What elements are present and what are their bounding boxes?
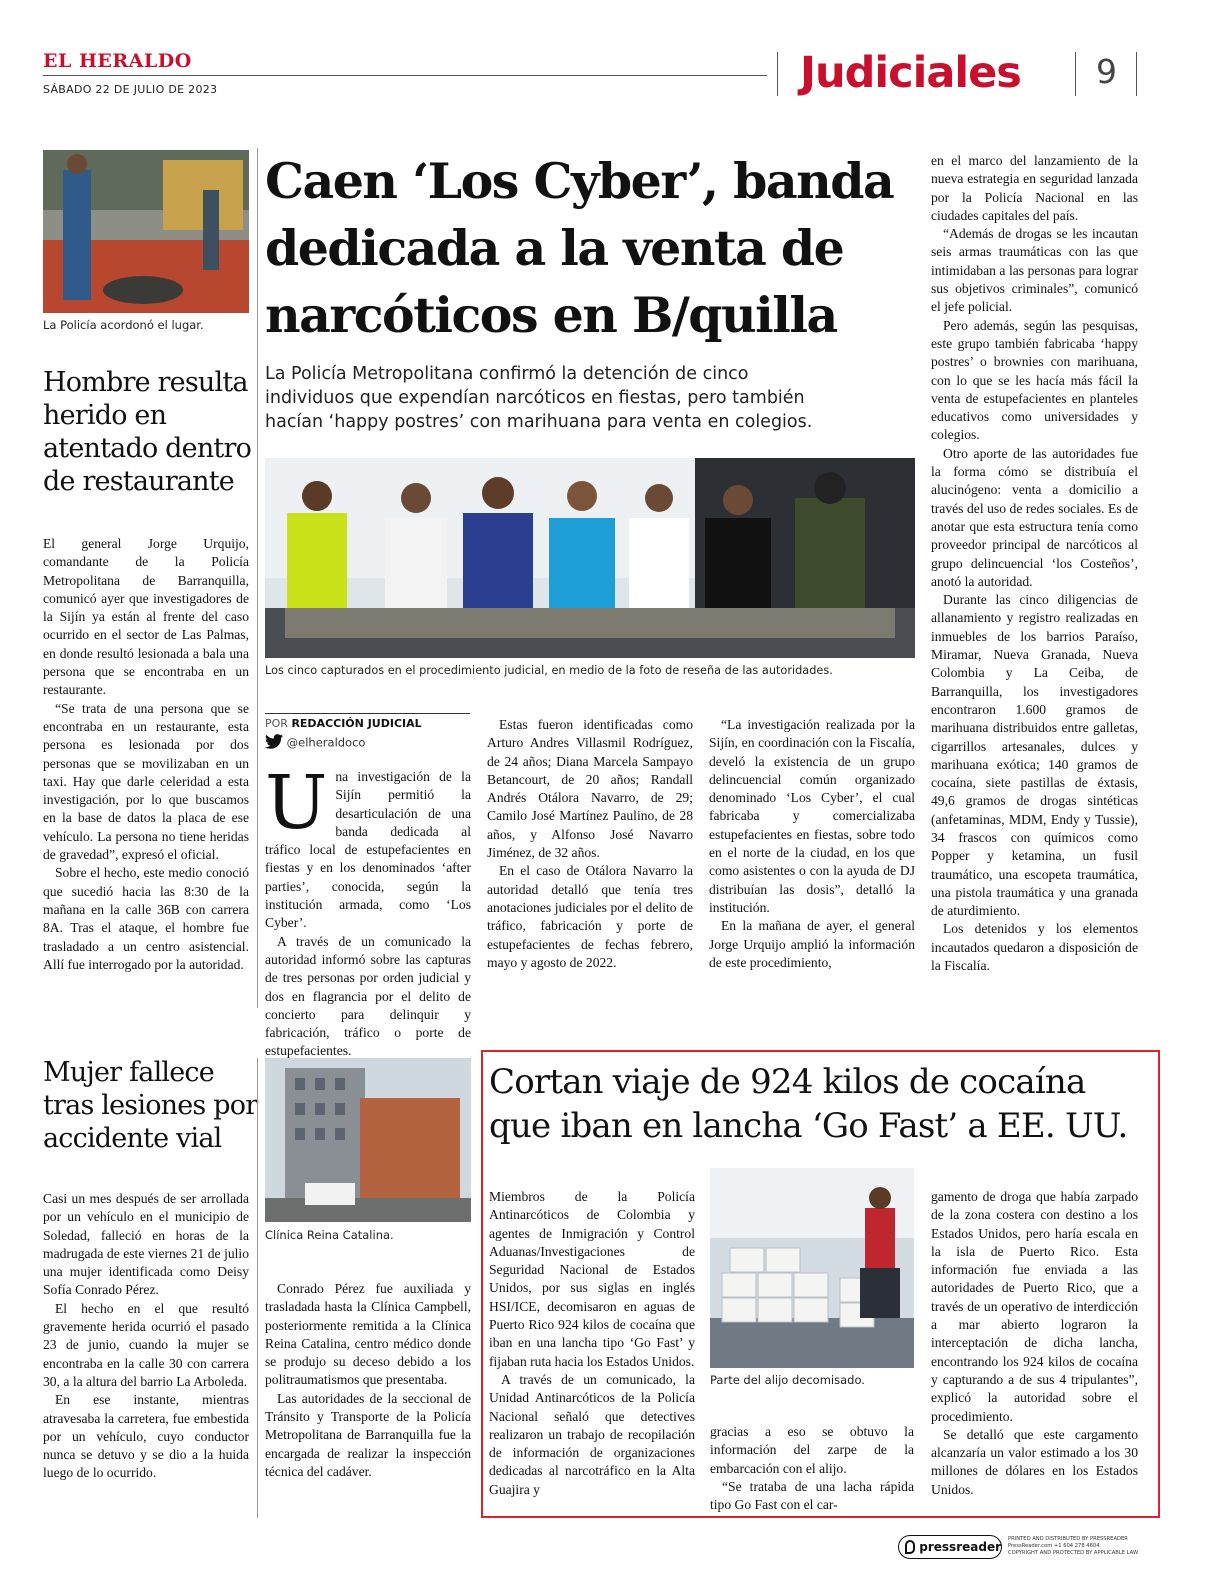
main-photo-caption: Los cinco capturados en el procedimiento judicial, en medio de la foto de reseña de las autoridades. bbox=[265, 664, 833, 677]
dropcap-letter: U bbox=[265, 760, 328, 846]
brief1-paragraph: El general Jorge Urquijo, comandante de la Policía Metropolitana de Barranquilla, comunicó ayer que investigadores de la Sijín ya están al frente del caso ocurrido en el sector de Las Palmas, en donde resultó lesionada a bala una persona que se encontraba en un restaurante. bbox=[43, 536, 249, 698]
brief2-headline-line: tras lesiones por bbox=[43, 1090, 258, 1121]
fine-print-line: PRINTED AND DISTRIBUTED BY PRESSREADER bbox=[1008, 1536, 1128, 1542]
boxed-col3-paragraph: Se detalló que este cargamento alcanzaría un valor estimado a los 30 millones de dólares en los Estados Unidos. bbox=[931, 1426, 1138, 1497]
brief1-headline-line: de restaurante bbox=[43, 466, 234, 497]
brief1-headline bbox=[43, 366, 258, 498]
twitter-byline[interactable] bbox=[265, 734, 365, 752]
main-col4-paragraph: Durante las cinco diligencias de allanamiento y registro realizadas en inmuebles de los barrios Paraíso, Miramar, Nueva Granada, Nueva Colombia y La Ceiba, de Barranquilla, los investigadores encontraron 1.600 gramos de marihuana distribuidos entre galletas, cigarrillos artesanales, dulces y marihuana exótica; 140 gramos de cocaína, siete pastillas de éxtasis, 49,6 gramos de drogas sintéticas (anfetaminas, MDM, Endy y Tussie), 34 frascos con químicos como Popper y ketamina, un fusil traumático, una escopeta traumática, una pistola traumática y una granada de aturdimiento. bbox=[931, 592, 1138, 919]
main-col4-paragraph: en el marco del lanzamiento de la nueva estrategia en seguridad lanzada por la Policía Nacional en las ciudades capitales del país. bbox=[931, 153, 1138, 223]
boxed-headline-line: Cortan viaje de 924 kilos de cocaína bbox=[489, 1062, 1086, 1102]
main-col2-paragraph: Estas fueron identificadas como Arturo Andres Villasmil Rodríguez, de 24 años; Diana Marcela Sampayo Betancourt, de 20 años; Randall Andrés Otálora Navarro, de 29; Camilo José Martínez Paulino, de 28 años, y Alfonso José Navarro Jiménez, de 32 años. bbox=[487, 717, 693, 861]
pressreader-badge[interactable] bbox=[898, 1535, 1002, 1559]
boxed-headline bbox=[489, 1060, 1154, 1148]
twitter-icon bbox=[265, 734, 283, 752]
boxed-col1-paragraph: Miembros de la Policía Antinarcóticos de Colombia y agentes de Inmigración y Control Aduanas/Investigaciones de Seguridad Nacional de Estados Unidos, por sus siglas en inglés HSI/ICE, decomisaron en aguas de Puerto Rico 924 kilos de cocaína que iban en una lancha tipo ‘Go Fast’ y fijaban ruta hacia los Estados Unidos. bbox=[489, 1189, 695, 1369]
clinic-building-illustration bbox=[265, 1058, 471, 1222]
brief1-photo-caption: La Policía acordonó el lugar. bbox=[43, 318, 204, 332]
main-col4-paragraph: “Además de drogas se les incautan seis armas traumáticas con las que intimidaban a las personas para lograr sus objetivos criminales”, comunicó el jefe policial. bbox=[931, 226, 1138, 315]
issue-date: SÁBADO 22 DE JULIO DE 2023 bbox=[43, 83, 218, 96]
paper-name: EL HERALDO bbox=[43, 50, 192, 72]
main-col-2 bbox=[487, 716, 693, 972]
brief2-col-1 bbox=[43, 1190, 249, 1483]
seized-cargo-illustration bbox=[710, 1168, 914, 1368]
main-deck-line: individuos que expendían narcóticos en fiestas, pero también bbox=[265, 388, 805, 408]
boxed-col-1 bbox=[489, 1188, 695, 1499]
suspects-lineup-illustration bbox=[265, 458, 915, 658]
section-title: Judiciales bbox=[800, 48, 1021, 98]
main-deck-line: hacían ‘happy postres’ con marihuana para venta en colegios. bbox=[265, 412, 813, 432]
brief2-headline bbox=[43, 1056, 258, 1155]
brief2-photo-caption: Clínica Reina Catalina. bbox=[265, 1228, 394, 1242]
boxed-col-2 bbox=[710, 1423, 914, 1514]
byline-rule bbox=[265, 713, 470, 714]
pressreader-logo-icon bbox=[905, 1540, 915, 1554]
masthead-divider bbox=[777, 52, 778, 96]
captured-suspects-photo bbox=[265, 458, 915, 658]
brief1-headline-line: Hombre resulta bbox=[43, 367, 248, 398]
brief2-col2-paragraph: Conrado Pérez fue auxiliada y trasladada hasta la Clínica Campbell, posteriormente remitida a la Clínica Reina Catalina, centro médico donde se produjo su deceso debido a los politraumatismos que presentaba. bbox=[265, 1281, 471, 1388]
masthead-rule bbox=[43, 75, 767, 76]
restaurant-scene-illustration bbox=[43, 150, 249, 313]
page-number: 9 bbox=[1096, 52, 1117, 91]
boxed-col2-paragraph: “Se trataba de una lacha rápida tipo Go Fast con el car- bbox=[710, 1478, 914, 1513]
main-col4-paragraph: Pero además, según las pesquisas, este grupo también fabricaba ‘happy postres’ o brownies con marihuana, con lo que se les hacía más fácil la venta de estupefacientes en planteles educativos como universidades y colegios. bbox=[931, 317, 1138, 443]
boxed-col2-paragraph: gracias a eso se obtuvo la información del zarpe de la embarcación con el alijo. bbox=[710, 1424, 914, 1476]
main-col-3 bbox=[709, 716, 915, 972]
main-col-4 bbox=[931, 152, 1138, 975]
pressreader-brand: pressreader bbox=[919, 1540, 1001, 1554]
bottom-left-rule bbox=[257, 1058, 258, 1518]
main-col4-paragraph: Otro aporte de las autoridades fue la forma cómo se distribuía el alucinógeno: venta a domicilio a través del uso de redes sociales. Es de anotar que esta estructura tenía como proveedor principal de narcóticos al grupo delincuencial ‘los Costeños’, anotó la autoridad. bbox=[931, 445, 1138, 589]
boxed-col-3 bbox=[931, 1188, 1138, 1499]
main-deck-line: La Policía Metropolitana confirmó la detención de cinco bbox=[265, 364, 749, 384]
brief2-col1-paragraph: El hecho en el que resultó gravemente herida ocurrió el pasado 23 de junio, cuando la mujer se encontraba en la calle 30 con carrera 30, a la altura del barrio La Arboleda. bbox=[43, 1300, 249, 1389]
main-col1-paragraph: na investigación de la Sijín permitió la desarticulación de una banda dedicada al tráfico local de estupefacientes en fiestas y en los denominados ‘after parties’, conocida, según la institución armada, como ‘Los Cyber’. bbox=[265, 769, 471, 931]
brief2-headline-line: accidente vial bbox=[43, 1123, 222, 1154]
brief1-paragraph: “Se trata de una persona que se encontraba en un restaurante, esta persona es lesionada por dos personas que se movilizaban en un taxi. Hay que darle celeridad a esta investigación, por lo que buscamos en la base de datos la placa de ese vehículo. La persona no tiene heridas de gravedad”, expresó el oficial. bbox=[43, 700, 249, 863]
byline-name: REDACCIÓN JUDICIAL bbox=[291, 717, 422, 730]
byline bbox=[265, 717, 422, 730]
boxed-col3-paragraph: gamento de droga que había zarpado de la zona costera con destino a los Estados Unidos, pero haría escala en la isla de Puerto Rico. Esta información fue enviada a las autoridades de Puerto Rico, que a través de un operativo de interdicción a mar abierto lograron la interceptación de dicha lancha, encontrando los 924 kilos de cocaína y capturando a de sus 4 tripulantes”, explicó la autoridad sobre el procedimiento. bbox=[931, 1189, 1138, 1424]
brief1-headline-line: herido en bbox=[43, 400, 167, 431]
brief2-col1-paragraph: Casi un mes después de ser arrollada por un vehículo en el municipio de Soledad, falleció en horas de la madrugada de este viernes 21 de julio una mujer identificada como Deisy Sofía Conrado Pérez. bbox=[43, 1191, 249, 1298]
boxed-headline-line: que iban en lancha ‘Go Fast’ a EE. UU. bbox=[489, 1106, 1128, 1146]
byline-prefix: POR bbox=[265, 717, 288, 730]
main-col-1 bbox=[265, 760, 471, 1061]
boxed-photo-caption: Parte del alijo decomisado. bbox=[710, 1373, 865, 1387]
main-headline-line: narcóticos en B/quilla bbox=[265, 286, 837, 344]
fine-print-line: COPYRIGHT AND PROTECTED BY APPLICABLE LAW bbox=[1008, 1550, 1139, 1556]
brief1-paragraph: Sobre el hecho, este medio conoció que sucedió hacia las 8:30 de la mañana en la calle 36B con carrera 8A. Tras el ataque, el hombre fue trasladado a un centro asistencial. Allí fue interrogado por la autoridad. bbox=[43, 865, 249, 972]
main-headline-line: Caen ‘Los Cyber’, banda bbox=[265, 152, 894, 210]
left-column-rule bbox=[257, 148, 258, 1008]
masthead-end-rule bbox=[1136, 52, 1137, 96]
page-number-divider bbox=[1075, 52, 1076, 96]
clinic-building-photo bbox=[265, 1058, 471, 1222]
main-deck bbox=[265, 362, 915, 434]
seized-cocaine-photo bbox=[710, 1168, 914, 1368]
brief2-col1-paragraph: En ese instante, mientras atravesaba la carretera, fue embestida por un vehículo, cuyo conductor nunca se detuvo y se dio a la huida luego de lo ocurrido. bbox=[43, 1392, 249, 1481]
main-col3-paragraph: En la mañana de ayer, el general Jorge Urquijo amplió la información de este procedimiento, bbox=[709, 918, 915, 970]
boxed-col1-paragraph: A través de un comunicado, la Unidad Antinarcóticos de la Policía Nacional señaló que detectives realizaron un trabajo de recopilación de información de organizaciones dedicadas al narcotráfico en la Alta Guajira y bbox=[489, 1371, 695, 1497]
pressreader-fine-print bbox=[1008, 1536, 1143, 1557]
main-headline bbox=[265, 148, 915, 349]
main-col3-paragraph: “La investigación realizada por la Sijín, en coordinación con la Fiscalía, develó la existencia de un grupo delincuencial común organizado denominado ‘Los Cyber’, el cual fabricaba y comercializaba estupefacientes en fiestas, sobre todo en el norte de la ciudad, en los que como asistentes o con la ayuda de DJ distribuían las dosis”, detalló la institución. bbox=[709, 717, 915, 915]
brief1-headline-line: atentado dentro bbox=[43, 433, 252, 464]
main-col4-paragraph: Los detenidos y los elementos incautados quedaron a disposición de la Fiscalía. bbox=[931, 921, 1138, 974]
brief2-headline-line: Mujer fallece bbox=[43, 1057, 214, 1088]
brief2-col2-paragraph: Las autoridades de la seccional de Tránsito y Transporte de la Policía Metropolitana de Barranquilla fue la encargada de realizar la inspección técnica del cadáver. bbox=[265, 1390, 471, 1479]
brief1-body bbox=[43, 535, 249, 974]
restaurant-scene-photo bbox=[43, 150, 249, 313]
main-headline-line: dedicada a la venta de bbox=[265, 219, 844, 277]
main-col2-paragraph: En el caso de Otálora Navarro la autoridad detalló que tenía tres anotaciones judiciales por el delito de tráfico, fabricación y porte de estupefacientes de fechas febrero, mayo y agosto de 2022. bbox=[487, 863, 693, 970]
fine-print-line: PressReader.com +1 604 278 4604 bbox=[1008, 1543, 1100, 1549]
main-col1-paragraph: A través de un comunicado la autoridad informó sobre las capturas de tres personas por orden judicial y dos en flagrancia por el delito de concierto para delinquir y fabricación, tráfico o porte de estupefacientes. bbox=[265, 933, 471, 1059]
brief2-col-2 bbox=[265, 1280, 471, 1481]
twitter-handle[interactable]: @elheraldoco bbox=[286, 735, 366, 750]
